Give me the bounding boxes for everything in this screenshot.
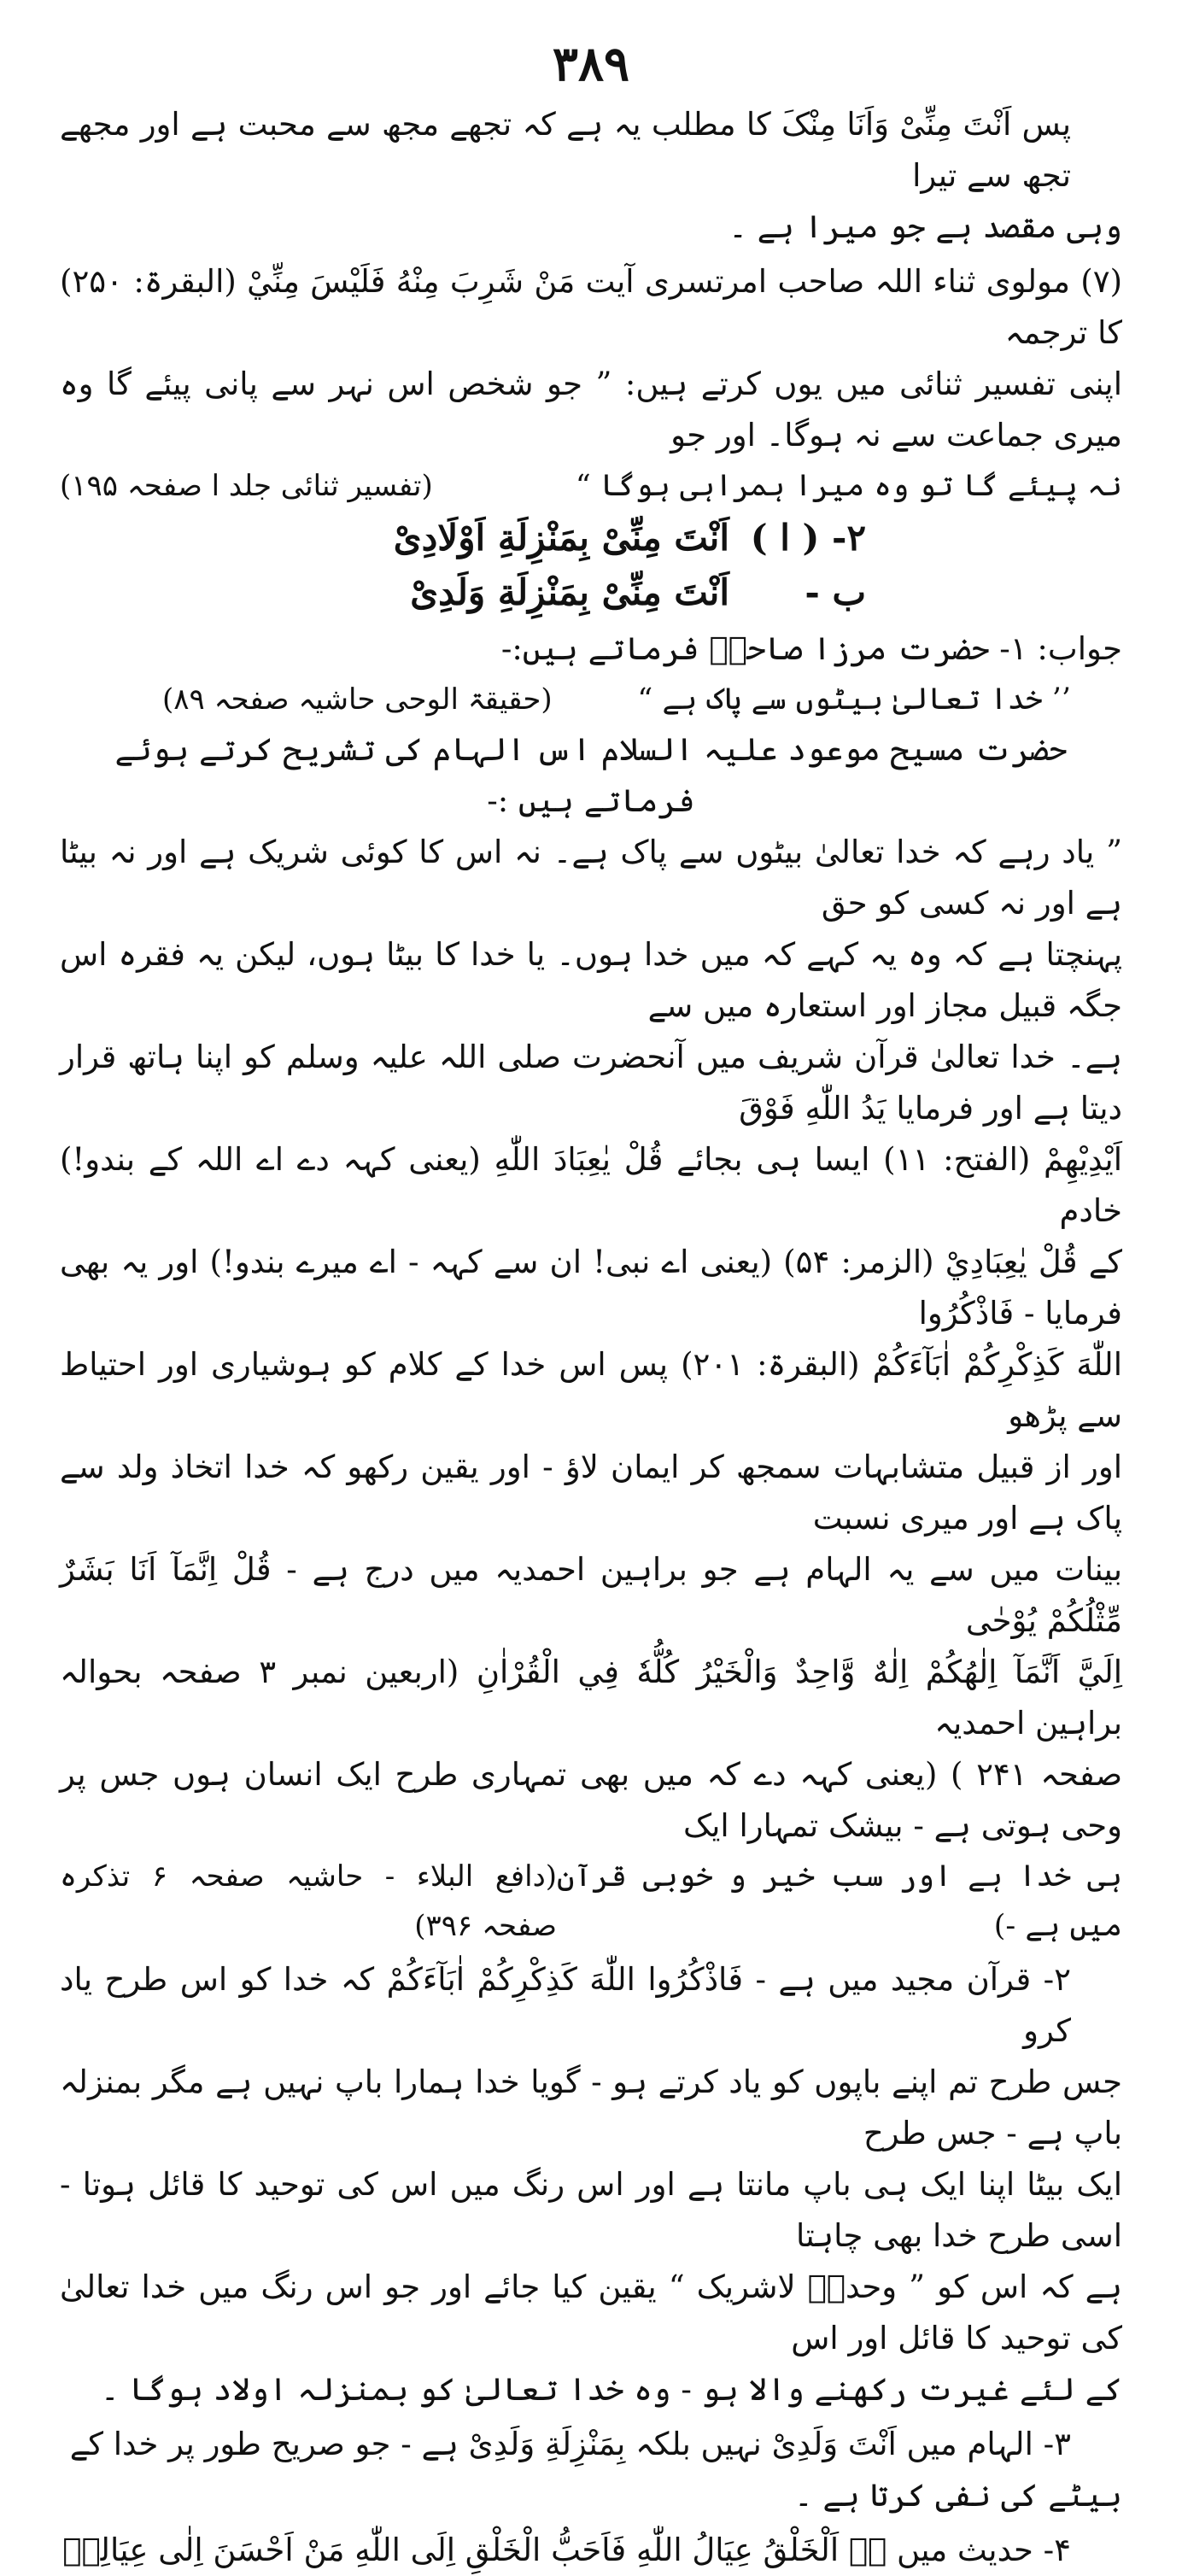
answer-heading: جواب: ۱- حضرت مرزا صاحبؑ فرماتے ہیں:-: [500, 630, 1122, 667]
document-body: [60, 99, 1122, 2576]
text-line: (۷) مولوی ثناء اللہ صاحب امرتسری آیت مَنْ شَرِبَ مِنْهُ فَلَيْسَ مِنِّيْ (البقرۃ: ۲۵۰) کا ترجمہ: [60, 263, 1122, 351]
text-line: حضرت مسیح موعود علیہ السلام اس الہام کی تشریح کرتے ہوئے فرماتے ہیں :-: [114, 731, 1068, 819]
text-line: نہ پیئے گا تو وہ میرا ہمراہی ہوگا “: [575, 469, 1122, 503]
text-line: کے قُلْ يٰعِبَادِيْ (الزمر: ۵۴) (یعنی اے نبی! ان سے کہہ - اے میرے بندو!) اور یہ بھی فرمایا - فَاذْكُرُوا: [60, 1244, 1122, 1332]
text-line: ہی خدا ہے اور سب خیر و خوبی قرآن میں ہے -): [557, 1859, 1122, 1943]
text-line: ہے کہ اس کو ” وحدہٗ لاشریک “ یقین کیا جائے اور جو اس رنگ میں خدا تعالیٰ کی توحید کا قائل اور اس: [60, 2269, 1122, 2356]
page-number: ۳۸۹: [552, 36, 630, 92]
text-line: اپنی تفسیر ثنائی میں یوں کرتے ہیں: ” جو شخص اس نہر سے پانی پیئے گا وہ میری جماعت سے نہ ہوگا۔ اور جو: [60, 366, 1122, 454]
text-line: ۲- قرآن مجید میں ہے - فَاذْكُرُوا اللّٰهَ كَذِكْرِكُمْ اٰبَآءَكُمْ کہ خدا کو اس طرح یاد کرو: [60, 1961, 1071, 2049]
verse-text: اَنْتَ مِنِّیْ بِمَنْزِلَةِ اَوْلَادِیْ: [393, 517, 729, 559]
text-line: جس طرح تم اپنے باپوں کو یاد کرتے ہو - گویا خدا ہمارا باپ نہیں ہے مگر بمنزلہ باپ ہے - جس طرح: [60, 2064, 1122, 2152]
text-line: بیٹے کی نفی کرتا ہے ۔: [793, 2477, 1122, 2514]
text-line: ” یاد رہے کہ خدا تعالیٰ بیٹوں سے پاک ہے۔ نہ اس کا کوئی شریک ہے اور نہ بیٹا ہے اور نہ کسی کو حق: [60, 834, 1122, 922]
verse-a-text-row: [60, 511, 1122, 565]
quote-with-reference: [60, 461, 1122, 511]
text-line: پہنچتا ہے کہ وہ یہ کہے کہ میں خدا ہوں۔ یا خدا کا بیٹا ہوں، لیکن یہ فقرہ اس جگہ قبیل مجاز اور استعارہ میں سے: [60, 936, 1122, 1024]
text-line: کے لئے غیرت رکھنے والا ہو - وہ خدا تعالیٰ کو بمنزلہ اولاد ہوگا ۔: [100, 2371, 1122, 2408]
verse-label: ب -: [805, 571, 866, 613]
reference: (حقیقۃ الوحی حاشیہ صفحہ ۸۹): [162, 682, 553, 717]
verse-label: ۲- ( ا ): [750, 517, 866, 559]
text-line: وہی مقصد ہے جو میرا ہے ۔: [729, 208, 1122, 245]
verse-b-text-row: [60, 565, 1122, 620]
text-line: اور از قبیل متشابہات سمجھ کر ایمان لاؤ - اور یقین رکھو کہ خدا اتخاذ ولد سے پاک ہے اور میری نسبت: [60, 1449, 1122, 1537]
text-line: ’’ خدا تعالیٰ بیٹوں سے پاک ہے “: [637, 682, 1071, 717]
text-line: اَيْدِيْهِمْ (الفتح: ۱۱) ایسا ہی بجائے قُلْ يٰعِبَادَ اللّٰهِ (یعنی کہہ دے اے اللہ کے بندو!) خادم: [60, 1141, 1123, 1229]
reference: (تفسیر ثنائی جلد ا صفحہ ۱۹۵): [60, 469, 433, 503]
text-line: پس اَنْتَ مِنِّیْ وَاَنَا مِنْکَ کا مطلب یہ ہے کہ تجھے مجھ سے محبت ہے اور مجھے تجھ سے تیرا: [60, 106, 1071, 194]
text-line: ہے۔ خدا تعالیٰ قرآن شریف میں آنحضرت صلی اللہ علیہ وسلم کو اپنا ہاتھ قرار دیتا ہے اور فرمایا یَدُ اللّٰهِ فَوْقَ: [60, 1039, 1122, 1127]
quote-with-reference: [60, 1852, 1122, 1951]
quote-with-reference: [60, 675, 1122, 724]
text-line: بینات میں سے یہ الہام ہے جو براہین احمدیہ میں درج ہے - قُلْ اِنَّمَآ اَنَا بَشَرٌ مِّثْلُكُمْ يُوْحٰى: [60, 1551, 1122, 1639]
reference: (دافع البلاء - حاشیہ صفحہ ۶ تذکرہ صفحہ ۳۹۶): [60, 1859, 558, 1943]
text-line: اللّٰهَ كَذِكْرِكُمْ اٰبَآءَكُمْ (البقرۃ: ۲۰۱) پس اس خدا کے کلام کو ہوشیاری اور احتیاط سے پڑھو: [60, 1346, 1122, 1434]
text-line: ۴- حدیث میں ہے اَلْخَلْقُ عِيَالُ اللّٰهِ فَاَحَبُّ الْخَلْقِ اِلَى اللّٰهِ مَنْ اَحْسَنَ اِلٰى عِيَالِهٖ: [62, 2532, 1071, 2568]
text-line: صفحہ ۲۴۱ ) (یعنی کہہ دے کہ میں بھی تمہاری طرح ایک انسان ہوں جس پر وحی ہوتی ہے - بیشک تمہارا ایک: [60, 1756, 1122, 1844]
text-line: ۳- الہام میں اَنْتَ وَلَدِیْ نہیں بلکہ بِمَنْزِلَةِ وَلَدِیْ ہے - جو صریح طور پر خدا کے: [69, 2426, 1071, 2462]
text-line: اِلَيَّ اَنَّمَآ اِلٰهُكُمْ اِلٰهٌ وَّاحِدٌ وَالْخَيْرُ كُلُّهٗ فِي الْقُرْاٰنِ (اربعین نمبر ۳ صفحہ بحوالہ براہین احمدیہ: [60, 1654, 1122, 1742]
text-line: ایک بیٹا اپنا ایک ہی باپ مانتا ہے اور اس رنگ میں اس کی توحید کا قائل ہوتا - اسی طرح خدا بھی چاہتا: [60, 2166, 1122, 2254]
verse-text: اَنْتَ مِنِّیْ بِمَنْزِلَةِ وَلَدِیْ: [410, 571, 729, 613]
